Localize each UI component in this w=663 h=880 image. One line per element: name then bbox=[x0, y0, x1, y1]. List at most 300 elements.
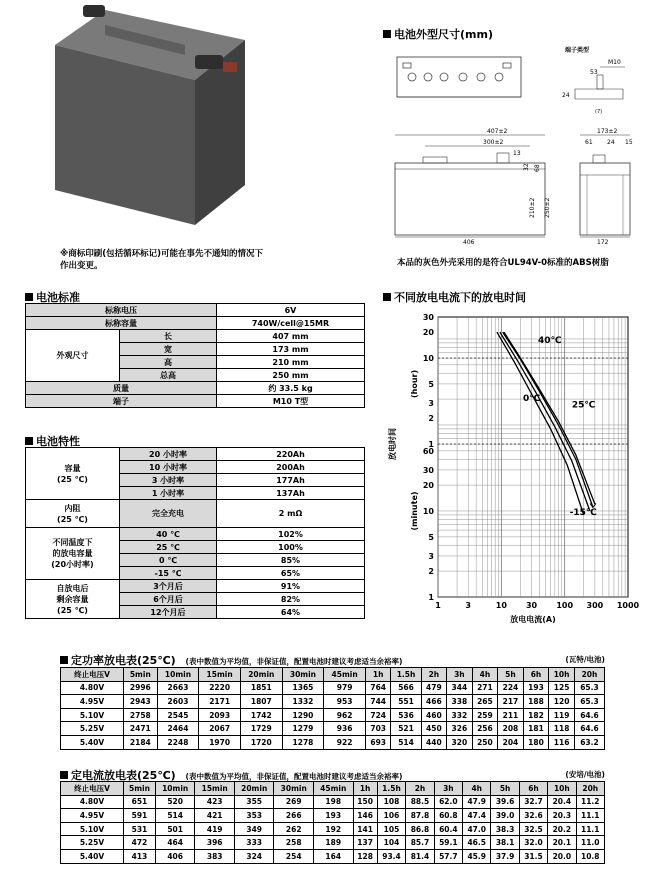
value-cell: 47.0 bbox=[463, 822, 491, 836]
terminal-dim-7: (7) bbox=[595, 109, 603, 115]
value-cell: 116 bbox=[549, 735, 575, 749]
value-cell: 2545 bbox=[157, 708, 199, 722]
std-label-height: 高 bbox=[120, 356, 217, 369]
value-cell: 536 bbox=[391, 708, 421, 722]
chart-y-minute-tick-label: 3 bbox=[428, 551, 434, 561]
value-cell: 20.2 bbox=[548, 822, 576, 836]
chart-x-tick-label: 1 bbox=[435, 601, 441, 610]
value-cell: 2471 bbox=[124, 722, 158, 736]
value-cell: 60.8 bbox=[434, 809, 462, 823]
value-cell: 353 bbox=[234, 809, 274, 823]
value-cell: 2758 bbox=[124, 708, 158, 722]
value-cell: 349 bbox=[234, 822, 274, 836]
voltage-cell: 5.10V bbox=[61, 822, 124, 836]
value-cell: 250 bbox=[472, 735, 498, 749]
value-cell: 224 bbox=[498, 681, 524, 695]
value-cell: 355 bbox=[234, 795, 274, 809]
dim-len-bottom: 406 bbox=[463, 239, 475, 246]
value-cell: 271 bbox=[472, 681, 498, 695]
dim-width-bottom: 172 bbox=[597, 239, 609, 246]
chart-y-minute-unit: (minute) bbox=[410, 491, 419, 531]
value-cell: 65.3 bbox=[574, 681, 604, 695]
value-cell: 2067 bbox=[199, 722, 241, 736]
value-cell: 1279 bbox=[282, 722, 324, 736]
value-cell: 119 bbox=[549, 708, 575, 722]
terminal-dim-24: 24 bbox=[562, 92, 570, 99]
value-cell: 693 bbox=[365, 735, 391, 749]
bullet-square-icon bbox=[383, 293, 391, 301]
terminal-type-label: 端子类型 bbox=[565, 47, 590, 54]
char-label-temp-l1: 不同温度下 bbox=[52, 538, 93, 547]
table-header-cell: 终止电压V bbox=[61, 782, 124, 796]
dim-w13: 13 bbox=[513, 150, 521, 157]
value-cell: 85.7 bbox=[406, 836, 434, 850]
value-cell: 57.7 bbox=[434, 849, 462, 863]
value-cell: 320 bbox=[447, 735, 473, 749]
value-cell: 45.9 bbox=[463, 849, 491, 863]
value-cell: 338 bbox=[447, 695, 473, 709]
table-row bbox=[61, 822, 605, 836]
value-cell: 450 bbox=[421, 722, 447, 736]
value-cell: 137 bbox=[353, 836, 377, 850]
table-header-cell: 4h bbox=[463, 782, 491, 796]
table-header-cell: 45min bbox=[313, 782, 353, 796]
value-cell: 60.4 bbox=[434, 822, 462, 836]
value-cell: 20.3 bbox=[548, 809, 576, 823]
char-self-label-12m: 12个月后 bbox=[120, 606, 217, 619]
table-header-cell: 20h bbox=[576, 782, 604, 796]
value-cell: 181 bbox=[523, 722, 549, 736]
bullet-square-icon bbox=[25, 437, 33, 445]
abs-material-note: 本品的灰色外壳采用的是符合UL94V-0标准的ABS树脂 bbox=[397, 258, 609, 268]
value-cell: 1742 bbox=[240, 708, 282, 722]
table-header-cell: 20min bbox=[234, 782, 274, 796]
char-label-resistance-l1: 内阻 bbox=[64, 503, 81, 513]
table-header-cell: 3h bbox=[434, 782, 462, 796]
voltage-cell: 4.95V bbox=[61, 695, 124, 709]
value-cell: 1332 bbox=[282, 695, 324, 709]
value-cell: 521 bbox=[391, 722, 421, 736]
table-row bbox=[61, 681, 605, 695]
value-cell: 63.2 bbox=[574, 735, 604, 749]
chart-y-hour-tick-label: 5 bbox=[428, 379, 434, 389]
value-cell: 1365 bbox=[282, 681, 324, 695]
value-cell: 326 bbox=[447, 722, 473, 736]
value-cell: 104 bbox=[377, 836, 406, 850]
value-cell: 259 bbox=[472, 708, 498, 722]
value-cell: 11.0 bbox=[576, 836, 604, 850]
char-cap-label-1h: 1 小时率 bbox=[120, 487, 217, 500]
char-label-self-l3: (25 ℃) bbox=[57, 605, 88, 615]
value-cell: 254 bbox=[274, 849, 314, 863]
chart-y-minute-tick-label: 1 bbox=[428, 593, 434, 602]
chart-x-tick-label: 30 bbox=[525, 601, 538, 610]
value-cell: 108 bbox=[377, 795, 406, 809]
chart-header bbox=[383, 289, 526, 305]
value-cell: 421 bbox=[195, 809, 235, 823]
value-cell: 93.4 bbox=[377, 849, 406, 863]
value-cell: 11.2 bbox=[576, 795, 604, 809]
voltage-cell: 5.10V bbox=[61, 708, 124, 722]
table-header-cell: 10h bbox=[549, 668, 575, 682]
value-cell: 125 bbox=[549, 681, 575, 695]
value-cell: 193 bbox=[523, 681, 549, 695]
voltage-cell: 4.80V bbox=[61, 681, 124, 695]
table-row bbox=[61, 695, 605, 709]
value-cell: 551 bbox=[391, 695, 421, 709]
value-cell: 106 bbox=[377, 809, 406, 823]
value-cell: 87.8 bbox=[406, 809, 434, 823]
dim-h68: 68 bbox=[534, 164, 541, 172]
char-cap-label-10h: 10 小时率 bbox=[120, 461, 217, 474]
value-cell: 2464 bbox=[157, 722, 199, 736]
value-cell: 464 bbox=[155, 836, 195, 850]
std-value-capacity: 740W/cell@15MR bbox=[217, 317, 365, 330]
voltage-cell: 5.40V bbox=[61, 735, 124, 749]
value-cell: 953 bbox=[324, 695, 366, 709]
chart-y-hour-tick-label: 20 bbox=[422, 328, 434, 338]
dim-w24: 24 bbox=[607, 139, 615, 146]
value-cell: 38.1 bbox=[491, 836, 519, 850]
value-cell: 2220 bbox=[199, 681, 241, 695]
table-header-cell: 5h bbox=[491, 782, 519, 796]
chart-series-label: -15℃ bbox=[569, 507, 597, 518]
char-cap-value-3h: 177Ah bbox=[217, 474, 365, 487]
battery-photo bbox=[45, 0, 250, 232]
std-value-length: 407 mm bbox=[217, 330, 365, 343]
value-cell: 591 bbox=[124, 809, 156, 823]
side-view-drawing bbox=[575, 125, 655, 245]
char-label-capacity bbox=[26, 448, 120, 500]
value-cell: 332 bbox=[447, 708, 473, 722]
char-label-temp bbox=[26, 528, 120, 580]
voltage-cell: 4.95V bbox=[61, 809, 124, 823]
value-cell: 20.1 bbox=[548, 836, 576, 850]
value-cell: 46.5 bbox=[463, 836, 491, 850]
table-header-cell: 15min bbox=[199, 668, 241, 682]
voltage-cell: 5.25V bbox=[61, 722, 124, 736]
table-header-cell: 5min bbox=[124, 782, 156, 796]
table-header-cell: 1.5h bbox=[391, 668, 421, 682]
std-value-terminal: M10 T型 bbox=[217, 395, 365, 408]
value-cell: 1970 bbox=[199, 735, 241, 749]
table-row bbox=[61, 722, 605, 736]
table-header-cell: 20h bbox=[574, 668, 604, 682]
chart-y-hour-tick-label: 3 bbox=[428, 399, 434, 409]
front-view-drawing bbox=[385, 125, 560, 245]
value-cell: 105 bbox=[377, 822, 406, 836]
current-table bbox=[60, 781, 605, 864]
table-header-cell: 1h bbox=[353, 782, 377, 796]
value-cell: 37.9 bbox=[491, 849, 519, 863]
value-cell: 2603 bbox=[157, 695, 199, 709]
value-cell: 383 bbox=[195, 849, 235, 863]
table-header-cell: 5min bbox=[124, 668, 158, 682]
value-cell: 208 bbox=[498, 722, 524, 736]
chart-y-minute-tick-label: 5 bbox=[428, 532, 434, 542]
chart-y-hour-tick-label: 2 bbox=[428, 414, 434, 424]
dim-w15: 15 bbox=[625, 139, 633, 146]
table-header-cell: 10min bbox=[157, 668, 199, 682]
current-table-unit: (安培/电池) bbox=[565, 770, 605, 779]
trademark-note bbox=[60, 248, 263, 272]
value-cell: 962 bbox=[324, 708, 366, 722]
value-cell: 423 bbox=[195, 795, 235, 809]
table-header-cell: 1.5h bbox=[377, 782, 406, 796]
value-cell: 333 bbox=[234, 836, 274, 850]
value-cell: 269 bbox=[274, 795, 314, 809]
bullet-square-icon bbox=[60, 656, 68, 664]
trademark-note-line2: 作出变更。 bbox=[60, 261, 103, 271]
std-label-voltage: 标称电压 bbox=[26, 304, 217, 317]
value-cell: 419 bbox=[195, 822, 235, 836]
value-cell: 703 bbox=[365, 722, 391, 736]
power-table-note: (表中数值为平均值，非保证值，配置电池时建议考虑适当余裕率) bbox=[185, 657, 403, 666]
value-cell: 81.4 bbox=[406, 849, 434, 863]
chart-series-label: 25℃ bbox=[571, 400, 596, 411]
value-cell: 164 bbox=[313, 849, 353, 863]
value-cell: 204 bbox=[498, 735, 524, 749]
chart-x-tick-label: 1000 bbox=[616, 601, 640, 610]
value-cell: 324 bbox=[234, 849, 274, 863]
value-cell: 440 bbox=[421, 735, 447, 749]
char-temp-value-40: 102% bbox=[217, 528, 365, 541]
table-header-cell: 30min bbox=[274, 782, 314, 796]
std-label-dimensions: 外观尺寸 bbox=[26, 330, 120, 382]
value-cell: 1290 bbox=[282, 708, 324, 722]
char-temp-label-25: 25 ℃ bbox=[120, 541, 217, 554]
value-cell: 1278 bbox=[282, 735, 324, 749]
table-header-cell: 20min bbox=[240, 668, 282, 682]
table-header-cell: 3h bbox=[447, 668, 473, 682]
table-header-cell: 45min bbox=[324, 668, 366, 682]
value-cell: 64.6 bbox=[574, 722, 604, 736]
power-table bbox=[60, 667, 605, 750]
chart-header-text: 不同放电电流下的放电时间 bbox=[394, 291, 526, 304]
table-header-cell: 2h bbox=[406, 782, 434, 796]
value-cell: 344 bbox=[447, 681, 473, 695]
char-self-label-3m: 3个月后 bbox=[120, 580, 217, 593]
table-header-cell: 2h bbox=[421, 668, 447, 682]
power-table-header bbox=[60, 652, 605, 668]
value-cell: 198 bbox=[313, 795, 353, 809]
value-cell: 764 bbox=[365, 681, 391, 695]
char-label-self-l2: 剩余容量 bbox=[56, 594, 89, 604]
trademark-note-line1: ※商标印刷(包括循环标记)可能在事先不通知的情况下 bbox=[60, 249, 264, 259]
dims-header bbox=[383, 26, 493, 42]
std-label-capacity: 标称容量 bbox=[26, 317, 217, 330]
char-self-value-12m: 64% bbox=[217, 606, 365, 619]
voltage-cell: 5.25V bbox=[61, 836, 124, 850]
dims-header-text: 电池外型尺寸(mm) bbox=[394, 28, 493, 41]
chart-x-tick-label: 3 bbox=[465, 601, 472, 610]
value-cell: 32.7 bbox=[519, 795, 547, 809]
value-cell: 479 bbox=[421, 681, 447, 695]
table-row bbox=[61, 795, 605, 809]
value-cell: 32.6 bbox=[519, 809, 547, 823]
table-header-cell: 1h bbox=[365, 668, 391, 682]
table-row bbox=[61, 708, 605, 722]
value-cell: 193 bbox=[313, 809, 353, 823]
value-cell: 188 bbox=[523, 695, 549, 709]
char-temp-label-m15: -15 ℃ bbox=[120, 567, 217, 580]
value-cell: 258 bbox=[274, 836, 314, 850]
std-value-width: 173 mm bbox=[217, 343, 365, 356]
table-row bbox=[61, 836, 605, 850]
char-temp-value-m15: 65% bbox=[217, 567, 365, 580]
value-cell: 47.4 bbox=[463, 809, 491, 823]
char-label-capacity-l1: 容量 bbox=[64, 463, 81, 473]
value-cell: 501 bbox=[155, 822, 195, 836]
table-header-cell: 5h bbox=[498, 668, 524, 682]
value-cell: 88.5 bbox=[406, 795, 434, 809]
value-cell: 514 bbox=[391, 735, 421, 749]
dim-total-height: 250±2 bbox=[544, 197, 551, 218]
terminal-m10-label: M10 bbox=[608, 59, 621, 66]
value-cell: 11.1 bbox=[576, 809, 604, 823]
chart-x-tick-label: 300 bbox=[586, 601, 604, 610]
value-cell: 256 bbox=[472, 722, 498, 736]
value-cell: 1851 bbox=[240, 681, 282, 695]
char-label-resistance bbox=[26, 500, 120, 528]
value-cell: 39.0 bbox=[491, 809, 519, 823]
char-cap-label-20h: 20 小时率 bbox=[120, 448, 217, 461]
std-value-total-height: 250 mm bbox=[217, 369, 365, 382]
chart-x-axis-label: 放电电流(A) bbox=[510, 615, 556, 624]
chart-y-minute-tick-label: 60 bbox=[422, 447, 434, 457]
table-row bbox=[61, 735, 605, 749]
value-cell: 217 bbox=[498, 695, 524, 709]
std-value-voltage: 6V bbox=[217, 304, 365, 317]
char-self-value-6m: 82% bbox=[217, 593, 365, 606]
value-cell: 182 bbox=[523, 708, 549, 722]
value-cell: 566 bbox=[391, 681, 421, 695]
value-cell: 31.5 bbox=[519, 849, 547, 863]
table-header-cell: 4h bbox=[472, 668, 498, 682]
chart-y-hour-tick-label: 1 bbox=[428, 440, 434, 450]
value-cell: 531 bbox=[124, 822, 156, 836]
bullet-square-icon bbox=[60, 771, 68, 779]
value-cell: 2943 bbox=[124, 695, 158, 709]
characteristics-table bbox=[25, 447, 365, 619]
value-cell: 32.5 bbox=[519, 822, 547, 836]
power-table-title: 定功率放电表(25℃) bbox=[71, 654, 176, 667]
value-cell: 150 bbox=[353, 795, 377, 809]
value-cell: 2093 bbox=[199, 708, 241, 722]
value-cell: 1729 bbox=[240, 722, 282, 736]
value-cell: 262 bbox=[274, 822, 314, 836]
char-label-self-l1: 自放电后 bbox=[56, 583, 89, 593]
char-temp-value-0: 85% bbox=[217, 554, 365, 567]
value-cell: 2248 bbox=[157, 735, 199, 749]
char-label-capacity-l2: (25 ℃) bbox=[57, 474, 88, 484]
value-cell: 2184 bbox=[124, 735, 158, 749]
char-self-value-3m: 91% bbox=[217, 580, 365, 593]
value-cell: 38.3 bbox=[491, 822, 519, 836]
value-cell: 472 bbox=[124, 836, 156, 850]
value-cell: 406 bbox=[155, 849, 195, 863]
value-cell: 466 bbox=[421, 695, 447, 709]
value-cell: 1720 bbox=[240, 735, 282, 749]
chart-x-tick-label: 100 bbox=[556, 601, 574, 610]
value-cell: 2663 bbox=[157, 681, 199, 695]
value-cell: 180 bbox=[523, 735, 549, 749]
value-cell: 265 bbox=[472, 695, 498, 709]
value-cell: 39.6 bbox=[491, 795, 519, 809]
table-header-cell: 终止电压V bbox=[61, 668, 124, 682]
value-cell: 189 bbox=[313, 836, 353, 850]
std-label-terminal: 端子 bbox=[26, 395, 217, 408]
char-res-value: 2 mΩ bbox=[217, 500, 365, 528]
value-cell: 936 bbox=[324, 722, 366, 736]
value-cell: 128 bbox=[353, 849, 377, 863]
value-cell: 514 bbox=[155, 809, 195, 823]
value-cell: 520 bbox=[155, 795, 195, 809]
value-cell: 32.0 bbox=[519, 836, 547, 850]
table-row bbox=[61, 849, 605, 863]
current-table-title: 定电流放电表(25℃) bbox=[71, 769, 176, 782]
std-value-mass: 约 33.5 kg bbox=[217, 382, 365, 395]
value-cell: 724 bbox=[365, 708, 391, 722]
char-cap-value-20h: 220Ah bbox=[217, 448, 365, 461]
bullet-square-icon bbox=[383, 30, 391, 38]
value-cell: 396 bbox=[195, 836, 235, 850]
battery-illustration bbox=[45, 0, 250, 232]
value-cell: 2996 bbox=[124, 681, 158, 695]
value-cell: 62.0 bbox=[434, 795, 462, 809]
table-header-cell: 10h bbox=[548, 782, 576, 796]
value-cell: 65.3 bbox=[574, 695, 604, 709]
value-cell: 86.8 bbox=[406, 822, 434, 836]
table-header-cell: 10min bbox=[155, 782, 195, 796]
value-cell: 1807 bbox=[240, 695, 282, 709]
table-header-cell: 6h bbox=[523, 668, 549, 682]
value-cell: 979 bbox=[324, 681, 366, 695]
standard-header-text: 电池标准 bbox=[36, 291, 80, 304]
standard-table bbox=[25, 303, 365, 408]
dim-width-top: 173±2 bbox=[597, 128, 618, 135]
std-label-width: 宽 bbox=[120, 343, 217, 356]
chart-plot-area bbox=[438, 317, 628, 597]
dim-len-inner: 300±2 bbox=[483, 139, 504, 146]
char-res-label: 完全充电 bbox=[120, 500, 217, 528]
value-cell: 10.8 bbox=[576, 849, 604, 863]
char-cap-label-3h: 3 小时率 bbox=[120, 474, 217, 487]
value-cell: 2171 bbox=[199, 695, 241, 709]
dim-h32: 32 bbox=[523, 163, 530, 171]
char-label-temp-l2: 的放电容量 bbox=[52, 549, 93, 558]
value-cell: 211 bbox=[498, 708, 524, 722]
char-label-temp-l3: (20小时率) bbox=[51, 560, 94, 569]
value-cell: 120 bbox=[549, 695, 575, 709]
value-cell: 59.1 bbox=[434, 836, 462, 850]
value-cell: 744 bbox=[365, 695, 391, 709]
chart-x-tick-label: 10 bbox=[495, 601, 507, 610]
voltage-cell: 4.80V bbox=[61, 795, 124, 809]
table-header-cell: 30min bbox=[282, 668, 324, 682]
std-label-length: 长 bbox=[120, 330, 217, 343]
chart-y-hour-unit: (hour) bbox=[410, 369, 419, 399]
chart-y-minute-tick-label: 30 bbox=[422, 465, 434, 475]
char-label-self bbox=[26, 580, 120, 619]
char-cap-value-10h: 200Ah bbox=[217, 461, 365, 474]
char-temp-value-25: 100% bbox=[217, 541, 365, 554]
char-temp-label-40: 40 ℃ bbox=[120, 528, 217, 541]
value-cell: 146 bbox=[353, 809, 377, 823]
chart-y-axis-label: 放电时间 bbox=[388, 428, 397, 461]
discharge-time-chart bbox=[383, 305, 653, 635]
value-cell: 460 bbox=[421, 708, 447, 722]
